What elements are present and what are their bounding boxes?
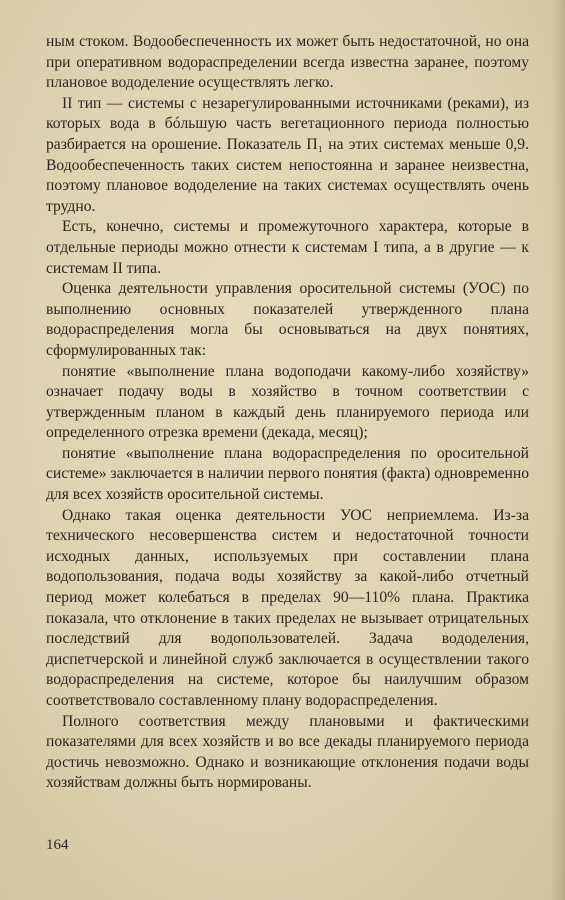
paragraph-intermediate-systems: Есть, конечно, системы и промежуточного характера, которые в отдельные периоды можно отнести к системам I типа, а в другие — к системам II типа. bbox=[46, 218, 529, 277]
page-number: 164 bbox=[46, 837, 69, 853]
paragraph-full-correspondence: Полного соответствия между плановыми и фактическими показателями для всех хозяйств и во все декады планируемого периода достичь невозможно. Однако и возникающие отклонения подачи воды хозяйствам должны быть нормированы. bbox=[46, 712, 529, 792]
paragraph-continuation: ным стоком. Водообеспеченность их может быть недостаточной, но она при оперативном водораспределении всегда известна заранее, поэтому плановое вододеление осуществлять легко. bbox=[46, 33, 529, 92]
body-text bbox=[46, 32, 529, 794]
page-edge-shadow bbox=[551, 0, 565, 900]
paragraph-unacceptable: Однако такая оценка деятельности УОС неприемлема. Из-за технического несовершенства систем и недостаточной точности исходных данных, используемых при составлении плана водопользования, подача воды хозяйству за какой-либо отчетный период может колебаться в пределах 90—110% плана. Практика показала, что отклонение в таких пределах не вызывает отрицательных последствий для водопользователей. Задача вододеления, диспетчерской и линейной служб заключается в осуществлении такого водораспределения на системе, которое бы наилучшим образом соответствовало составленному плану водораспределения. bbox=[46, 506, 529, 709]
paragraph-type-ii: II тип — системы с незарегулированными источниками (реками), из которых вода в бóльшую часть вегетационного периода полностью разбирается на орошение. Показатель П₁ на этих системах меньше 0,9. Водообеспеченность таких систем непостоянна и заранее неизвестна, поэтому плановое вододеление на таких системах осуществлять очень трудно. bbox=[46, 94, 529, 215]
paragraph-assessment: Оценка деятельности управления оросительной системы (УОС) по выполнению основных показателей утвержденного плана водораспределения могла бы основываться на двух понятиях, сформулированных так: bbox=[46, 280, 529, 359]
paragraph-concept-farm: понятие «выполнение плана водоподачи какому-либо хозяйству» означает подачу воды в хозяйство в точном соответствии с утвержденным планом в каждый день планируемого периода или определенного отрезка времени (декада, месяц); bbox=[46, 362, 529, 442]
paragraph-concept-system: понятие «выполнение плана водораспределения по оросительной системе» заключается в наличии первого понятия (факта) одновременно для всех хозяйств оросительной системы. bbox=[46, 444, 529, 504]
